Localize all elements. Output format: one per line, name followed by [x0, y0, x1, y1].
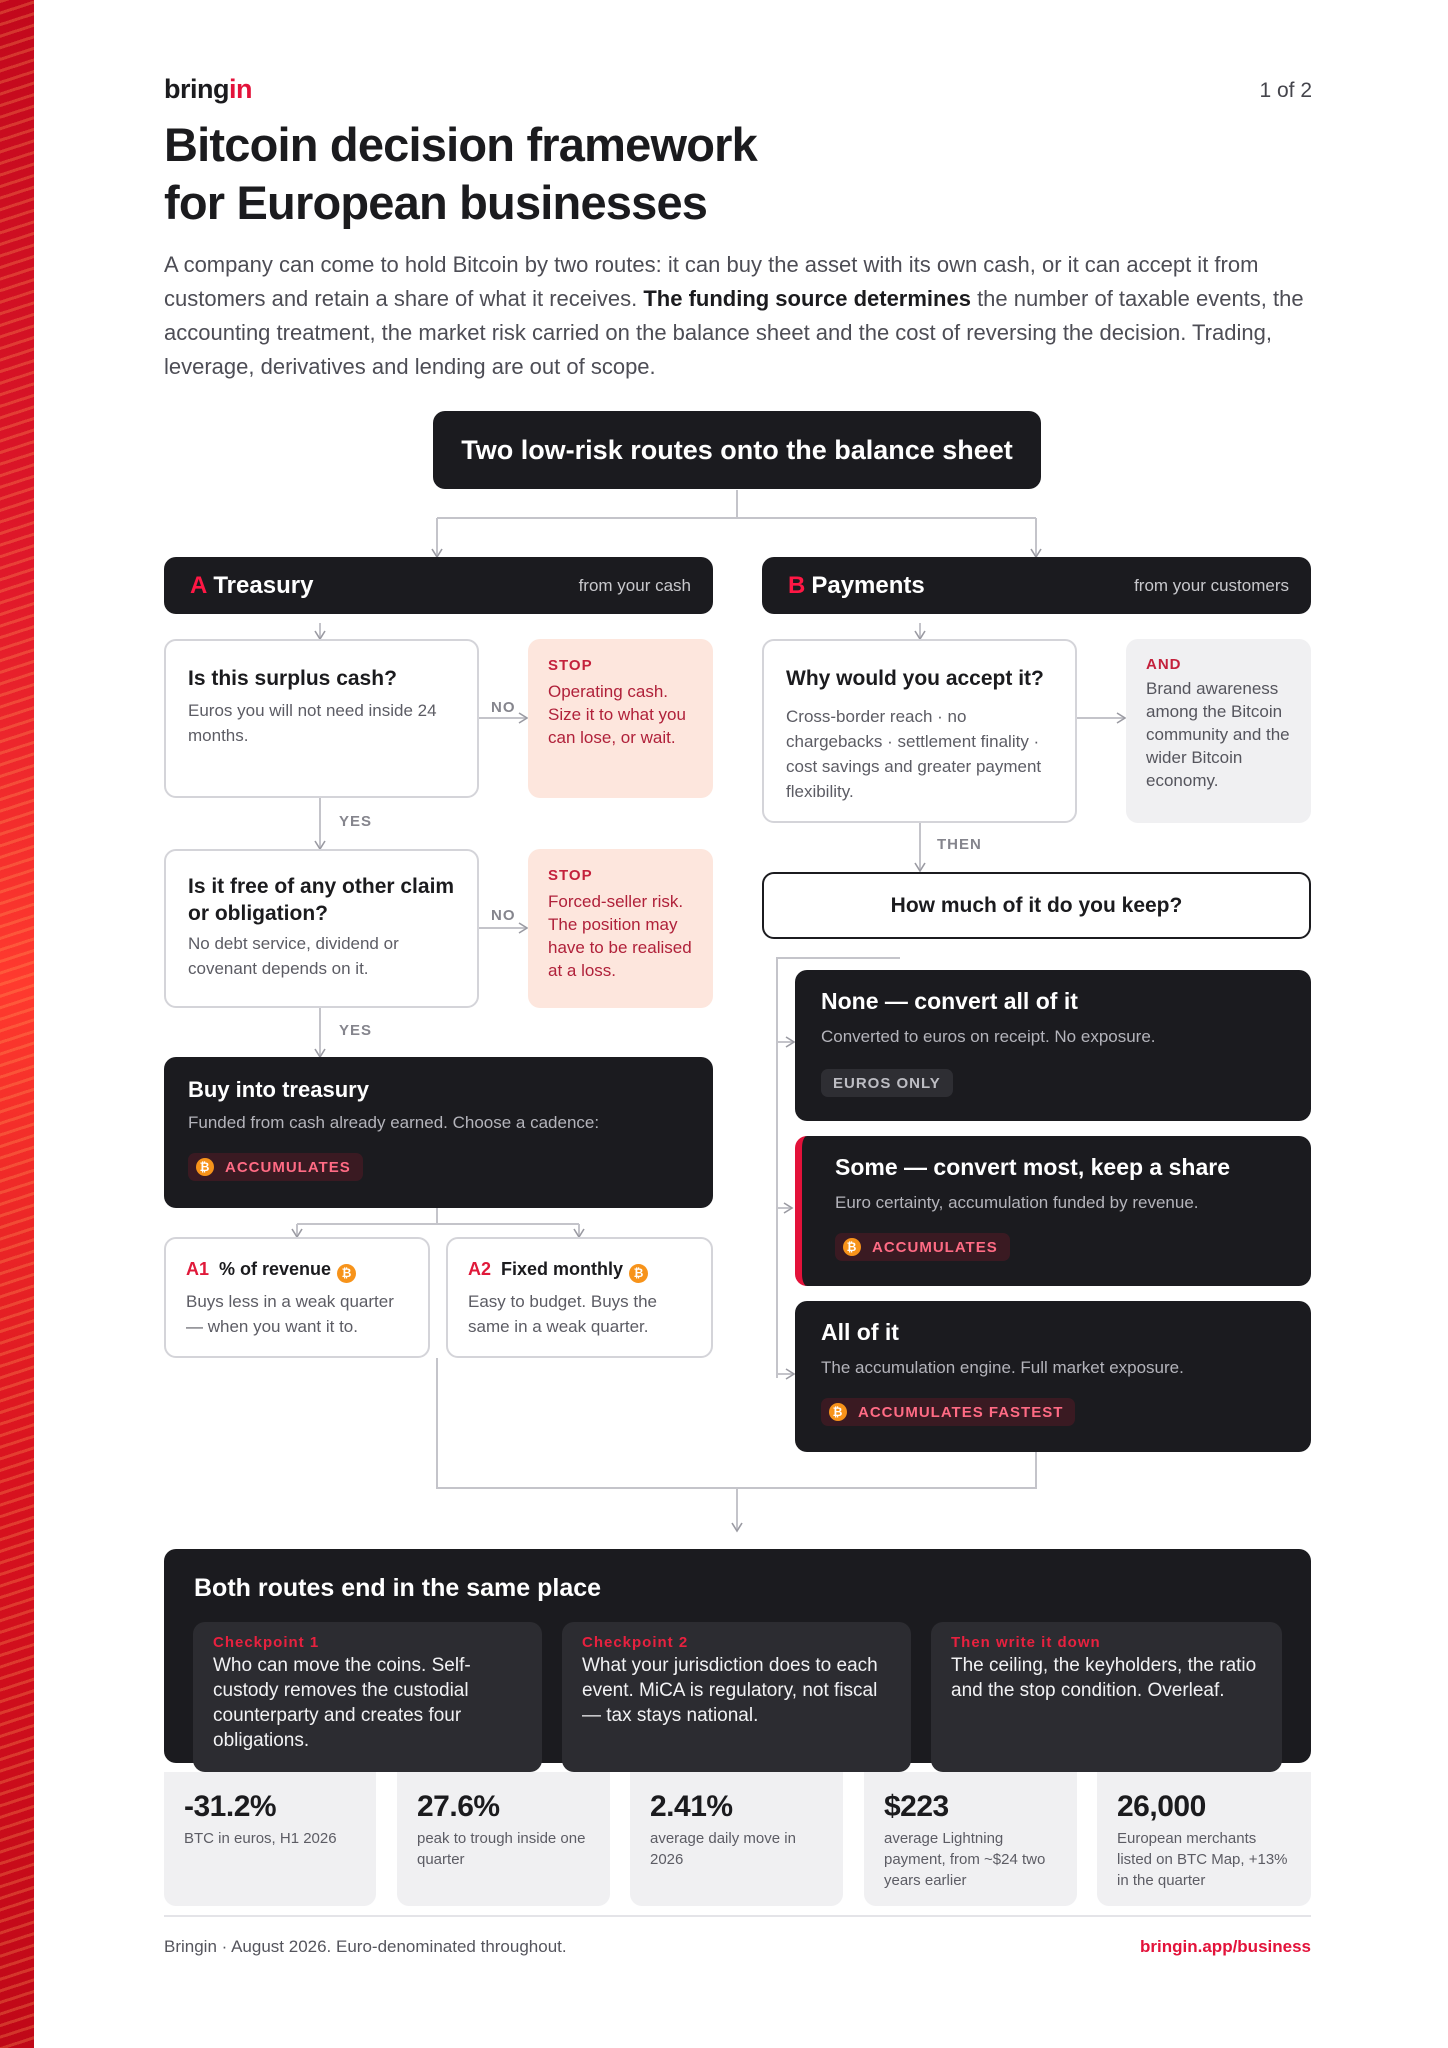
stop-text: Operating cash. Size it to what you can lose, or wait. [548, 682, 686, 747]
buy-subtitle: Funded from cash already earned. Choose a cadence: [188, 1113, 600, 1132]
footer-note: Bringin · August 2026. Euro-denominated throughout. [164, 1937, 567, 1956]
stop-text: Forced-seller risk. The position may have to be realised at a loss. [548, 892, 692, 980]
stat-value: $223 [884, 1790, 949, 1823]
option-code: A1 [186, 1259, 210, 1279]
footer-link[interactable]: bringin.app/business [1140, 1937, 1311, 1956]
question-subtitle: Cross-border reach · no chargebacks · settlement finality · cost savings and greater payment flexibility. [786, 707, 1042, 801]
option-subtitle: Easy to budget. Buys the same in a weak quarter. [468, 1291, 658, 1336]
stat-value: 27.6% [417, 1790, 500, 1823]
choice-subtitle: Euro certainty, accumulation funded by revenue. [835, 1193, 1199, 1212]
checkpoint-label: Then write it down [951, 1634, 1101, 1651]
choice-subtitle: Converted to euros on receipt. No exposure. [821, 1027, 1156, 1046]
page-number: 1 of 2 [1259, 79, 1312, 102]
bitcoin-icon: ₿ [843, 1238, 861, 1256]
yes-label: YES [339, 1022, 373, 1039]
free-of-claims-question [164, 849, 479, 1008]
why-accept-question [762, 639, 1077, 823]
and-brand-awareness [1126, 639, 1311, 823]
no-label: NO [491, 699, 516, 716]
payments-label: Payments [811, 571, 925, 599]
stop-operating-cash [528, 639, 713, 798]
euros-only-badge: EUROS ONLY [821, 1069, 953, 1097]
choice-title: All of it [821, 1319, 899, 1345]
connector-top-split [437, 490, 1036, 518]
stat-value: 2.41% [650, 1790, 733, 1823]
checkpoint-1 [193, 1622, 542, 1772]
checkpoint-label: Checkpoint 1 [213, 1634, 320, 1651]
treasury-header [164, 557, 713, 614]
no-label: NO [491, 907, 516, 924]
intro-emphasis: The funding source determines [643, 286, 971, 311]
checkpoint-label: Checkpoint 2 [582, 1634, 689, 1651]
bitcoin-icon: ₿ [196, 1158, 214, 1176]
and-label: AND [1146, 656, 1182, 673]
option-title: % of revenue [219, 1259, 332, 1279]
choice-title: None — convert all of it [821, 988, 1078, 1014]
choice-all [795, 1301, 1311, 1452]
stat-label: average Lightning payment, from ~$24 two years earlier [884, 1830, 1046, 1889]
checkpoint-write-down [931, 1622, 1282, 1772]
intro-paragraph: A company can come to hold Bitcoin by two routes: it can buy the asset with its own cash, or it can accept it from customers and retain a share of what it receives. The funding source determines the number of taxable events, the accounting treatment, the market risk carried on the balance sheet and the cost of reversing the decision. Trading, leverage, derivatives and lending are out of scope. [164, 252, 1304, 379]
stat-label: BTC in euros, H1 2026 [184, 1830, 337, 1847]
accumulates-fastest-badge: ₿ ACCUMULATES FASTEST [821, 1398, 1075, 1426]
stat-value: 26,000 [1117, 1790, 1206, 1823]
how-much-question: How much of it do you keep? [762, 872, 1311, 939]
top-node: Two low-risk routes onto the balance sheet [433, 411, 1041, 489]
treasury-label: Treasury [213, 571, 314, 599]
yes-label: YES [339, 813, 373, 830]
question-subtitle: Euros you will not need inside 24 months. [188, 701, 437, 745]
stat-card [1097, 1772, 1311, 1906]
title-line-2: for European businesses [164, 176, 708, 229]
stop-forced-seller [528, 849, 713, 1008]
then-label: THEN [937, 836, 982, 853]
stat-label: average daily move in 2026 [650, 1830, 796, 1868]
checkpoint-2 [562, 1622, 911, 1772]
page-title [164, 116, 924, 232]
payments-source: from your customers [1134, 575, 1289, 595]
accumulates-badge: ₿ ACCUMULATES [188, 1153, 363, 1181]
option-title: Fixed monthly [501, 1259, 624, 1279]
stat-label: European merchants listed on BTC Map, +13% in the quarter [1117, 1830, 1288, 1889]
option-a2 [446, 1237, 713, 1358]
checkpoint-text: The ceiling, the keyholders, the ratio and the stop condition. Overleaf. [951, 1655, 1257, 1701]
question-title: Why would you accept it? [786, 667, 1044, 690]
payments-letter: B [788, 571, 806, 599]
surplus-cash-question [164, 639, 479, 798]
choice-none [795, 970, 1311, 1121]
option-code: A2 [468, 1259, 492, 1279]
choice-some [795, 1136, 1311, 1286]
bitcoin-icon: ₿ [337, 1264, 356, 1283]
checkpoint-text: What your jurisdiction does to each event. MiCA is regulatory, not fiscal — tax stays national. [582, 1655, 878, 1726]
payments-header [762, 557, 1311, 614]
checkpoint-text: Who can move the coins. Self-custody removes the custodial counterparty and creates four obligations. [213, 1655, 471, 1751]
stat-card [630, 1772, 843, 1906]
and-text: Brand awareness among the Bitcoin community and the wider Bitcoin economy. [1146, 679, 1290, 790]
question-title: Is this surplus cash? [188, 667, 397, 690]
treasury-source: from your cash [578, 575, 691, 595]
question-subtitle: No debt service, dividend or covenant depends on it. [188, 934, 399, 978]
bitcoin-icon: ₿ [629, 1264, 648, 1283]
stat-card [864, 1772, 1077, 1906]
stat-card [397, 1772, 610, 1906]
choice-subtitle: The accumulation engine. Full market exposure. [821, 1358, 1184, 1377]
title-line-1: Bitcoin decision framework [164, 118, 757, 171]
treasury-letter: A [190, 571, 208, 599]
connector-buy-split [297, 1208, 579, 1224]
stop-label: STOP [548, 867, 593, 884]
option-a1 [164, 1237, 430, 1358]
stop-label: STOP [548, 657, 593, 674]
buy-title: Buy into treasury [188, 1077, 369, 1102]
footer-divider [164, 1915, 1311, 1917]
choice-title: Some — convert most, keep a share [835, 1154, 1230, 1180]
panel-title: Both routes end in the same place [194, 1574, 602, 1602]
stat-label: peak to trough inside one quarter [417, 1830, 586, 1868]
stat-value: -31.2% [184, 1790, 277, 1823]
question-title: Is it free of any other claim or obligation? [188, 875, 455, 925]
stat-card [164, 1772, 376, 1906]
bitcoin-icon: ₿ [829, 1403, 847, 1421]
brand-logo: bringin [164, 74, 252, 104]
option-subtitle: Buys less in a weak quarter — when you want it to. [186, 1291, 394, 1336]
accumulates-badge: ₿ ACCUMULATES [835, 1233, 1010, 1261]
buy-into-treasury [164, 1057, 713, 1208]
